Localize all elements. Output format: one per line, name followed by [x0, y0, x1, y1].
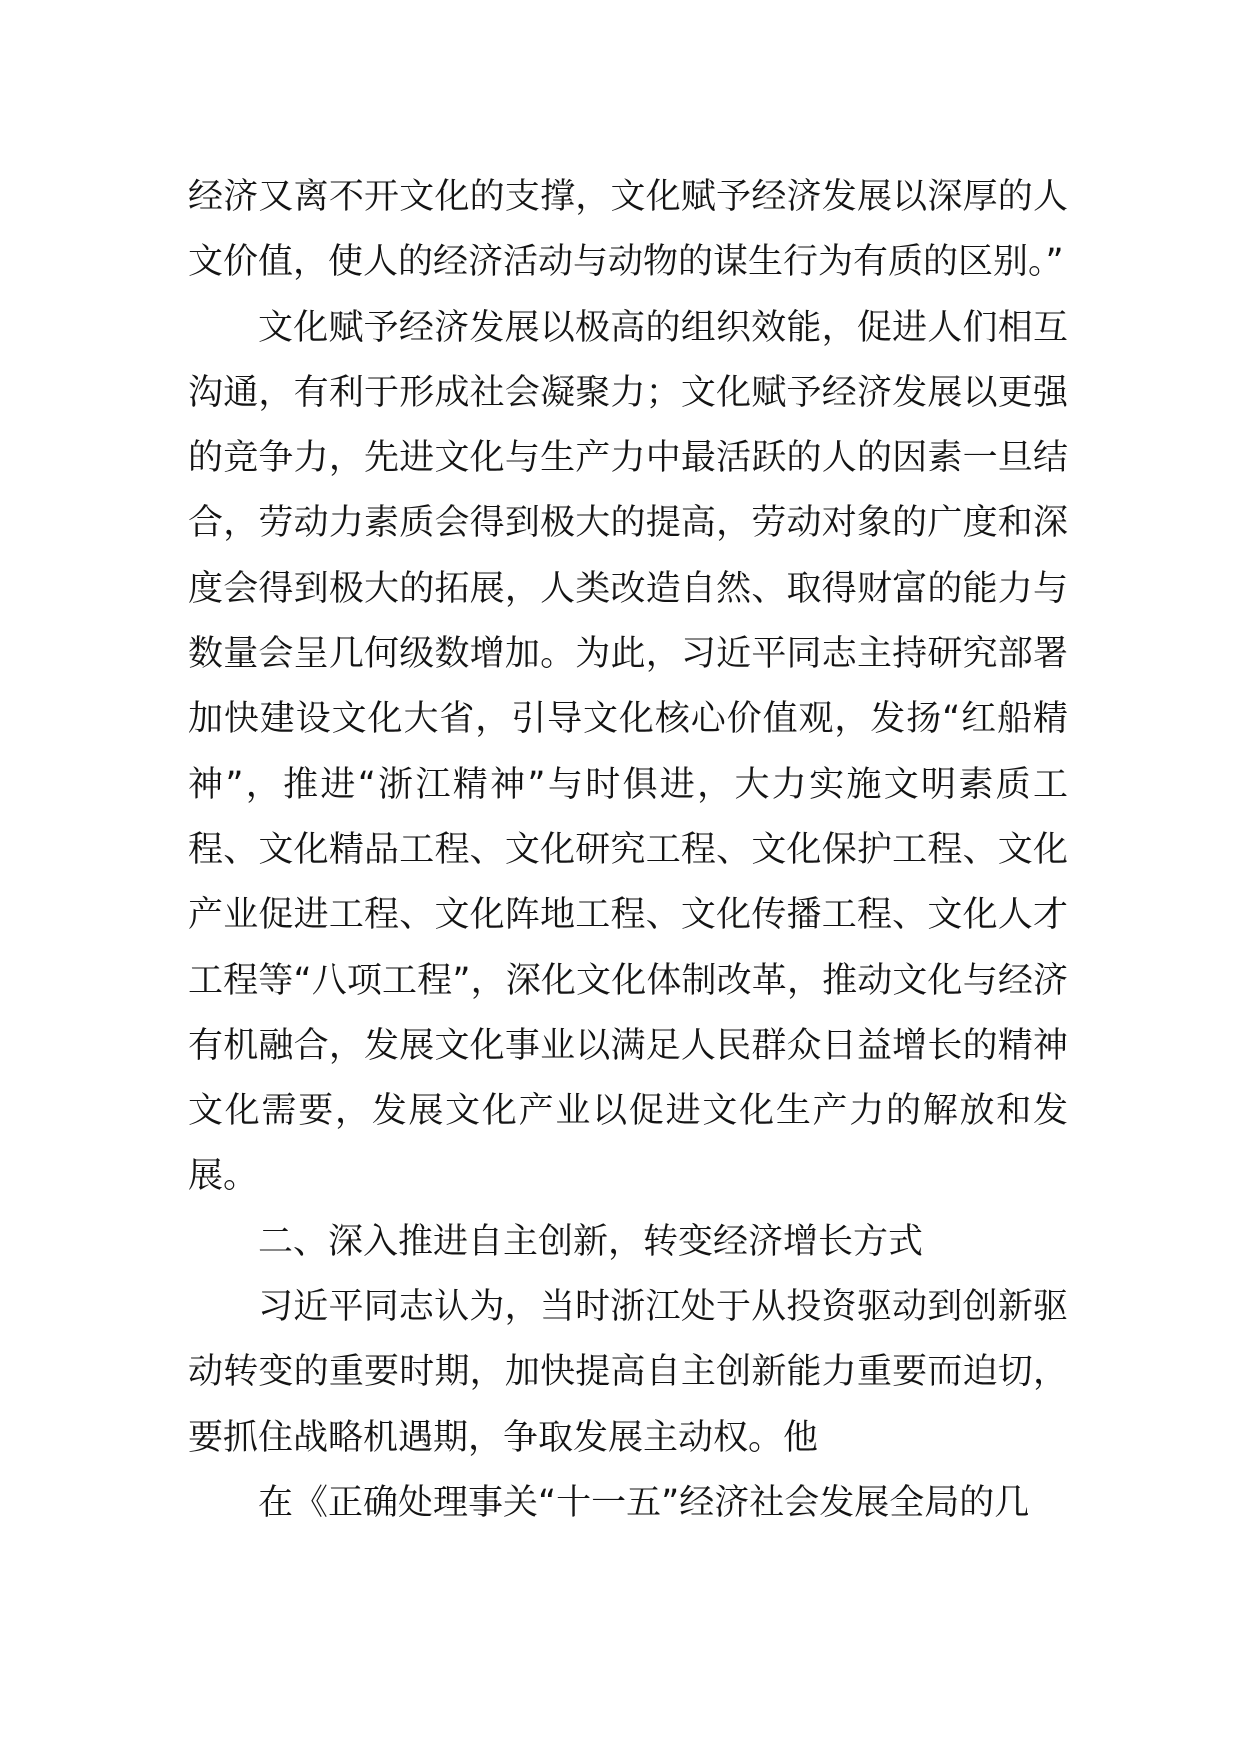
paragraph-continuation: 经济又离不开文化的支撑，文化赋予经济发展以深厚的人文价值，使人的经济活动与动物的谋生行为有质的区别。” [188, 177, 1068, 283]
paragraph-culture-economy: 文化赋予经济发展以极高的组织效能，促进人们相互沟通，有利于形成社会凝聚力；文化赋予经济发展以更强的竞争力，先进文化与生产力中最活跃的人的因素一旦结合，劳动力素质会得到极大的提高，劳动对象的广度和深度会得到极大的拓展，人类改造自然、取得财富的能力与数量会呈几何级数增加。为此，习近平同志主持研究部署加快建设文化大省，引导文化核心价值观，发扬“红船精神”，推进“浙江精神”与时俱进，大力实施文明素质工程、文化精品工程、文化研究工程、文化保护工程、文化产业促进工程、文化阵地工程、文化传播工程、文化人才工程等“八项工程”，深化文化体制改革，推动文化与经济有机融合，发展文化事业以满足人民群众日益增长的精神文化需要，发展文化产业以促进文化生产力的解放和发展。 [188, 307, 1068, 1197]
section-heading: 二、深入推进自主创新，转变经济增长方式 [258, 1221, 924, 1262]
body-text [188, 165, 1068, 1536]
paragraph-final-line: 在《正确处理事关“十一五”经济社会发展全局的几 [258, 1482, 1030, 1523]
paragraph-innovation: 习近平同志认为，当时浙江处于从投资驱动到创新驱动转变的重要时期，加快提高自主创新能力重要而迫切，要抓住战略机遇期，争取发展主动权。他 [188, 1287, 1068, 1458]
